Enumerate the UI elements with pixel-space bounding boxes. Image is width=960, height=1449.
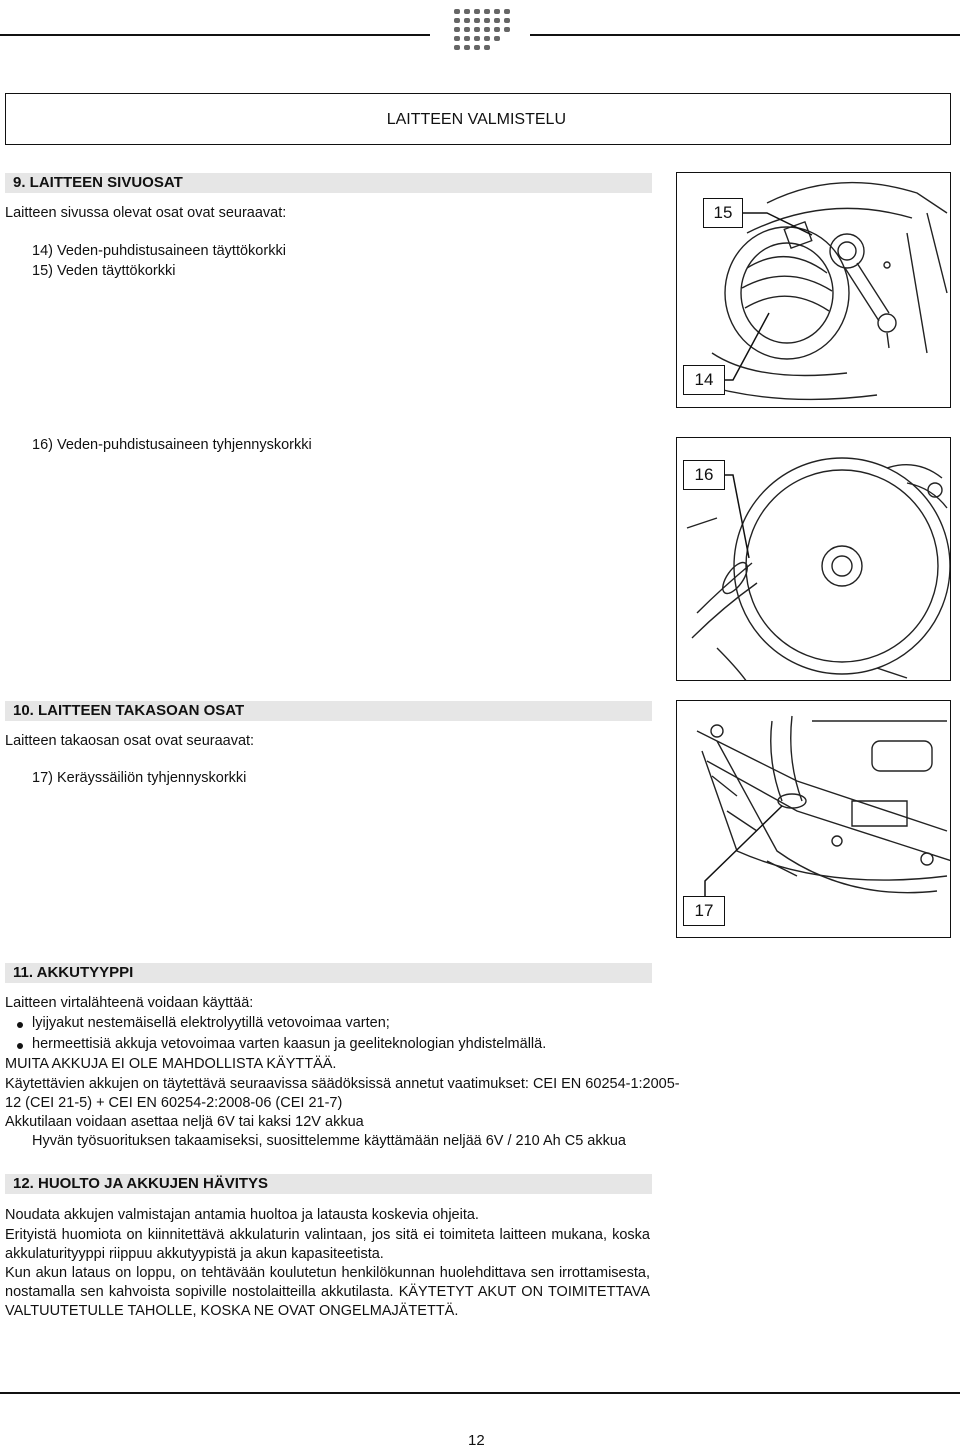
callout-16: 16 (683, 460, 725, 490)
list-item: 16) Veden-puhdistusaineen tyhjennyskorkki (32, 437, 312, 453)
battery-recommendation: Hyvän työsuorituksen takaamiseksi, suosittelemme käyttämään neljää 6V / 210 Ah C5 akkua (32, 1133, 626, 1149)
bullet-icon (17, 1043, 23, 1049)
figure-side-caps (676, 172, 951, 408)
callout-leader-17 (677, 701, 951, 938)
battery-config: Akkutilaan voidaan asettaa neljä 6V tai kaksi 12V akkua (5, 1114, 364, 1130)
bullet-icon (17, 1022, 23, 1028)
warning-text: MUITA AKKUJA EI OLE MAHDOLLISTA KÄYTTÄÄ. (5, 1056, 337, 1072)
list-item: 14) Veden-puhdistusaineen täyttökorkki (32, 243, 286, 259)
paragraph: Erityistä huomiota on kiinnitettävä akkulaturin valintaan, jos sitä ei toimiteta laitteen mukana, koska akkulaturityyppi riippuu akkutyypistä ja akun kapasiteetista. (5, 1227, 650, 1262)
figure-drain-cap (676, 437, 951, 681)
list-item: lyijyakut nestemäisellä elektrolyytillä vetovoimaa varten; (32, 1015, 390, 1031)
page-title: LAITTEEN VALMISTELU (386, 111, 566, 128)
list-item: 15) Veden täyttökorkki (32, 263, 176, 279)
paragraph: Kun akun lataus on loppu, on tehtävään koulutetun henkilökunnan huolehdittava sen irrottamisesta, nostamalla sen kahvoista sopiville nostolaitteilla akkutilasta. KÄYTETYT AKUT ON TOIMITETTAVA VALTUUTETULLE TAHOLLE, KOSKA NE OVAT ONGELMAJÄTETTÄ. (5, 1265, 650, 1319)
section-9-intro: Laitteen sivussa olevat osat ovat seuraavat: (5, 205, 287, 221)
figure-rear-cap (676, 700, 951, 938)
requirement-line-2: 12 (CEI 21-5) + CEI EN 60254-2:2008-06 (CEI 21-7) (5, 1095, 343, 1111)
title-box (5, 93, 951, 145)
requirement-line-1: Käytettävien akkujen on täytettävä seuraavissa säädöksissä annetut vaatimukset: CEI EN 60254-1:2005- (5, 1076, 680, 1092)
callout-14: 14 (683, 365, 725, 395)
list-item: hermeettisiä akkuja vetovoimaa varten kaasun ja geeliteknologian yhdistelmällä. (32, 1036, 547, 1052)
header-rule-left (0, 34, 430, 36)
paragraph: Noudata akkujen valmistajan antamia huoltoa ja latausta koskevia ohjeita. (5, 1207, 479, 1223)
callout-17: 17 (683, 896, 725, 926)
section-9-heading: 9. LAITTEEN SIVUOSAT (5, 173, 652, 193)
dotted-grid-logo (452, 5, 514, 60)
header-rule-right (530, 34, 960, 36)
footer-rule (0, 1392, 960, 1394)
section-11-intro: Laitteen virtalähteenä voidaan käyttää: (5, 995, 254, 1011)
section-10-heading: 10. LAITTEEN TAKASOAN OSAT (5, 701, 652, 721)
callout-15: 15 (703, 198, 743, 228)
section-11-heading: 11. AKKUTYYPPI (5, 963, 652, 983)
list-item: 17) Keräyssäiliön tyhjennyskorkki (32, 770, 247, 786)
callout-leaders (677, 173, 951, 408)
callout-leader-16 (677, 438, 951, 681)
section-12-heading: 12. HUOLTO JA AKKUJEN HÄVITYS (5, 1174, 652, 1194)
page-number: 12 (468, 1432, 485, 1449)
section-10-intro: Laitteen takaosan osat ovat seuraavat: (5, 733, 255, 749)
